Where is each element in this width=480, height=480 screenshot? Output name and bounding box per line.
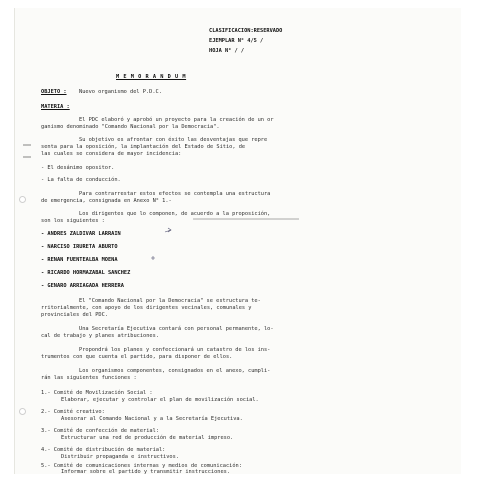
leader-name: - GENARO ARRIAGADA HERRERA <box>41 283 124 289</box>
paragraph-line: Una Secretaría Ejecutiva contará con personal permanente, lo- <box>79 326 274 332</box>
objeto-text: Nuevo organismo del P.D.C. <box>79 89 162 95</box>
paragraph-line: rritorialmente, con apoyo de los dirigentes vecinales, comunales y <box>41 305 252 311</box>
committee-heading: 3.- Comité de confección de material: <box>41 428 159 434</box>
paragraph-line: trumentos con que cuenta el partido, para disponer de ellos. <box>41 354 233 360</box>
paragraph-line: ganismo denominado "Comando Nacional por la Democracia". <box>41 124 220 130</box>
hoja-number: HOJA N° / / <box>209 48 245 54</box>
classification: CLASIFICACION:RESERVADO <box>209 28 283 34</box>
leader-name: - ANDRES ZALDIVAR LARRAIN <box>41 231 121 237</box>
leader-name: - NARCISO IRURETA ABURTO <box>41 244 118 250</box>
paragraph-line: Su objetivo es afrontar con éxito las desventajas que repre <box>79 137 268 143</box>
ejemplar-number: EJEMPLAR N° 4/5 / <box>209 38 264 44</box>
committee-heading: 4.- Comité de distribución de material: <box>41 447 166 453</box>
paragraph-line: cal de trabajo y planes atribuciones. <box>41 333 159 339</box>
bullet-line: - El desánimo opositor. <box>41 165 115 171</box>
committee-function: Estructurar una red de producción de material impreso. <box>61 435 234 441</box>
materia-label: MATERIA : <box>41 104 70 110</box>
paragraph-line: Los dirigentes que lo componen, de acuerdo a la proposición, <box>79 211 271 217</box>
paragraph-line: las cuales se considera de mayor incidencia: <box>41 151 182 157</box>
objeto-label: OBJETO : <box>41 89 67 95</box>
cross-mark <box>151 256 155 260</box>
bullet-line: - La falta de conducción. <box>41 177 121 183</box>
paragraph-line: Para contrarrestar estos efectos se contempla una estructura <box>79 191 271 197</box>
committee-function: Elaborar, ejecutar y controlar el plan de movilización social. <box>61 397 259 403</box>
paragraph-line: rán las siguientes funciones : <box>41 375 137 381</box>
arrow-mark <box>165 228 171 232</box>
memorandum-page <box>14 8 461 474</box>
leader-name: - RICARDO HORMAZABAL SANCHEZ <box>41 270 131 276</box>
committee-heading: 2.- Comité creativo: <box>41 409 105 415</box>
paragraph-line: son los siguientes : <box>41 218 105 224</box>
committee-heading: 5.- Comité de comunicaciones internas y medios de comunicación: <box>41 463 242 469</box>
memo-title: M E M O R A N D U M <box>116 74 187 80</box>
paragraph-line: El PDC elaboró y aprobó un proyecto para la creación de un or <box>79 117 274 123</box>
paragraph-line: senta para la oposición, la implantación del Estado de Sitio, de <box>41 144 246 150</box>
paragraph-line: Propondrá los planes y confeccionará un catastro de los ins- <box>79 347 271 353</box>
committee-function: Asesorar al Comando Nacional y a la Secretaría Ejecutiva. <box>61 416 243 422</box>
committee-function: Informar sobre el partido y transmitir instrucciones. <box>61 469 231 475</box>
paragraph-line: Los organismos componentes, consignados en el anexo, cumpli- <box>79 368 271 374</box>
handwritten-marks <box>15 8 461 474</box>
paragraph-line: provinciales del PDC. <box>41 312 108 318</box>
paragraph-line: El "Comando Nacional por la Democracia" se estructura te- <box>79 298 261 304</box>
committee-heading: 1.- Comité de Movilización Social : <box>41 390 153 396</box>
leader-name: - RENAN FUENTEALBA MOENA <box>41 257 118 263</box>
committee-function: Distribuir propaganda e instructivos. <box>61 454 179 460</box>
paragraph-line: de emergencia, consignada en Anexo N° 1.- <box>41 198 172 204</box>
